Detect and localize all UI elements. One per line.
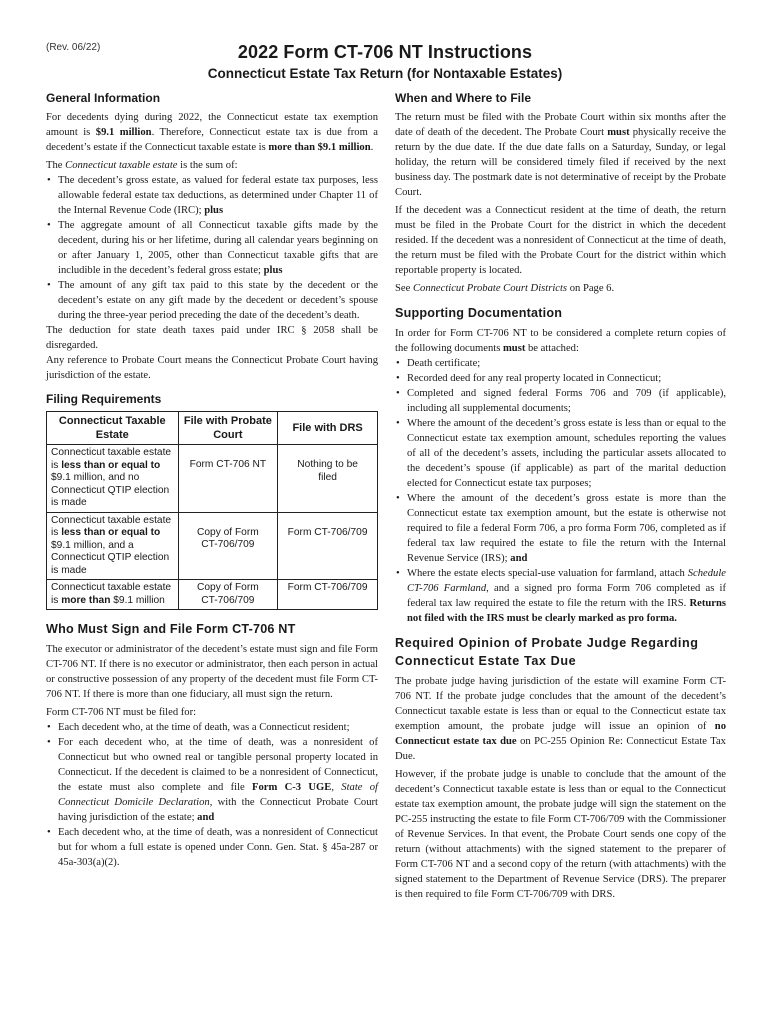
- table-cell: Nothing to be filed: [278, 445, 378, 513]
- when-paragraph-see-districts: See Connecticut Probate Court Districts on Page 6.: [395, 283, 615, 294]
- opinion-paragraph-however: However, if the probate judge is unable to conclude that the amount of the decedent’s Connecticut taxable estate is less than or equal to the Connecticut estate tax exemption amount, the probate judge will sign the statement on the PC-255 instructing the estate to file Form CT-706/709 with the Commissioner of Revenue Services. In that event, the Probate Court sends one copy of the return (without attachments) with the signed statement to the preparer of Form CT-706 NT and a second copy of the return (with attachments) with the signed statement to the Department of Revenue Service (DRS). The preparer is then required to file Form CT-706/709 with DRS.: [395, 769, 726, 900]
- taxable-estate-list: [46, 173, 378, 323]
- when-paragraph-deadline: The return must be filed with the Probate Court within six months after the date of death of the decedent. The Probate Court must physically receive the return by the due date. If the due date falls on a Saturday, Sunday, or legal holiday, the return will be considered timely filed if received by the next business day. The postmark date is not determinative of receipt by the Probate Court.: [395, 112, 726, 198]
- who-must-sign-heading: Who Must Sign and File Form CT-706 NT: [46, 622, 296, 636]
- general-paragraph-probate-court: Any reference to Probate Court means the Connecticut Probate Court having jurisdiction of the estate.: [46, 355, 378, 381]
- column-header: Connecticut Taxable Estate: [47, 412, 179, 445]
- list-item: • The decedent’s gross estate, as valued for federal estate tax purposes, less allowable federal estate tax deductions, as determined under Chapter 11 of the Internal Revenue Code (IRC); plus: [46, 173, 378, 218]
- left-column: [46, 90, 378, 870]
- table-header-row: [47, 412, 378, 445]
- supporting-documentation-heading: Supporting Documentation: [395, 306, 563, 320]
- column-header: File with DRS: [278, 412, 378, 445]
- supporting-paragraph-intro: In order for Form CT-706 NT to be considered a complete return copies of the following documents must be attached:: [395, 328, 726, 354]
- when-paragraph-district: If the decedent was a Connecticut resident at the time of death, the return must be filed in the Probate Court for the district in which the decedent resided. If the decedent was a nonresident of Connecticut at the time of death, the return must be filed with the Probate Court for the district within which reportable property is located.: [395, 205, 726, 276]
- list-item: • Each decedent who, at the time of death, was a Connecticut resident;: [46, 720, 378, 735]
- list-item: • Where the estate elects special-use valuation for farmland, attach Schedule CT-706 Farmland, and a signed pro forma Form 706 completed as if federal tax law required the estate to file the return with the IRS. Returns not filed with the IRS must be clearly marked as pro forma.: [395, 566, 726, 626]
- table-cell: Connecticut taxable estate is more than $9.1 million: [47, 580, 179, 610]
- list-item: • For each decedent who, at the time of death, was a nonresident of Connecticut but who owned real or tangible personal property located in Connecticut. If the decedent is claimed to be a nonresident of Connecticut, the estate must also complete and file Form C-3 UGE, State of Connecticut Domicile Declaration, with the Connecticut Probate Court having jurisdiction of the estate; and: [46, 735, 378, 825]
- page-title: 2022 Form CT-706 NT Instructions: [237, 42, 533, 62]
- supporting-list: [395, 356, 726, 626]
- who-list: [46, 720, 378, 870]
- table-cell: Copy of Form CT-706/709: [178, 580, 278, 610]
- table-cell: Connecticut taxable estate is less than or equal to $9.1 million, and no Connecticut QTIP election is made: [47, 445, 179, 513]
- list-item: • Where the amount of the decedent’s gross estate is less than or equal to the Connecticut estate tax exemption amount, schedules reporting the values of all of the decedent’s assets, including the particular assets allocated to the decedent’s spouse (if applicable) as part of the marital deduction elected for Connecticut estate tax purposes;: [395, 416, 726, 491]
- opinion-paragraph-examine: The probate judge having jurisdiction of the estate will examine Form CT-706 NT. If the probate judge concludes that the amount of the decedent’s Connecticut taxable estate is less than or equal to the Connecticut estate tax exemption amount, the probate judge will issue an opinion of no Connecticut estate tax due on PC-255 Opinion Re: Connecticut Estate Tax Due.: [395, 676, 726, 762]
- table-row: [47, 512, 378, 580]
- table-cell: Connecticut taxable estate is less than or equal to $9.1 million, and a Connecticut QTIP election is made: [47, 512, 179, 580]
- right-column: [395, 90, 726, 902]
- filing-requirements-heading: Filing Requirements: [46, 392, 162, 406]
- list-item: • Where the amount of the decedent’s gross estate is more than the Connecticut estate tax exemption amount, but the estate is otherwise not required to file a federal Form 706, a pro forma Form 706, completed as if federal tax law required the estate to file the return with the Internal Revenue Service (IRS); and: [395, 491, 726, 566]
- table-cell: Copy of Form CT-706/709: [178, 512, 278, 580]
- list-item: • Each decedent who, at the time of death, was a nonresident of Connecticut but for whom a full estate is opened under Conn. Gen. Stat. § 45a-287 or 45a-303(a)(2).: [46, 825, 378, 870]
- column-header: File with Probate Court: [178, 412, 278, 445]
- probate-opinion-heading: Required Opinion of Probate Judge Regarding Connecticut Estate Tax Due: [395, 636, 699, 668]
- who-paragraph-executor: The executor or administrator of the decedent’s estate must sign and file Form CT-706 NT. If there is no executor or administrator, then each person in actual or constructive possession of any property of the decedent must file Form CT-706 NT. If there is more than one fiduciary, all must sign the return.: [46, 644, 378, 700]
- when-where-heading: When and Where to File: [395, 91, 532, 105]
- page-subtitle: Connecticut Estate Tax Return (for Nontaxable Estates): [207, 66, 563, 81]
- who-paragraph-filed-for: Form CT-706 NT must be filed for:: [46, 707, 197, 718]
- table-row: [47, 445, 378, 513]
- general-paragraph-taxable-estate: The Connecticut taxable estate is the sum of:: [46, 160, 238, 171]
- general-paragraph-exemption: For decedents dying during 2022, the Connecticut estate tax exemption amount is $9.1 million. Therefore, Connecticut estate tax is due from a decedent’s estate if the Connecticut taxable estate is more than $9.1 million.: [46, 112, 379, 153]
- table-row: [47, 580, 378, 610]
- table-cell: Form CT-706/709: [278, 580, 378, 610]
- list-item: • The amount of any gift tax paid to this state by the decedent or the decedent’s estate on any gift made by the decedent or decedent’s spouse during the three-year period preceding the date of the decedent’s death.: [46, 278, 378, 323]
- list-item: • The aggregate amount of all Connecticut taxable gifts made by the decedent, during his or her lifetime, during all calendar years beginning on or after January 1, 2005, other than Connecticut taxable gifts that are includible in the decedent’s federal gross estate; plus: [46, 218, 378, 278]
- table-cell: Form CT-706 NT: [178, 445, 278, 513]
- revision-label: (Rev. 06/22): [46, 42, 101, 53]
- list-item: • Recorded deed for any real property located in Connecticut;: [395, 371, 726, 386]
- general-information-heading: General Information: [46, 91, 161, 105]
- list-item: • Death certificate;: [395, 356, 726, 371]
- list-item: • Completed and signed federal Forms 706 and 709 (if applicable), including all supplemental documents;: [395, 386, 726, 416]
- filing-requirements-table: [46, 411, 378, 610]
- general-paragraph-deduction: The deduction for state death taxes paid under IRC § 2058 shall be disregarded.: [46, 325, 378, 351]
- table-cell: Form CT-706/709: [278, 512, 378, 580]
